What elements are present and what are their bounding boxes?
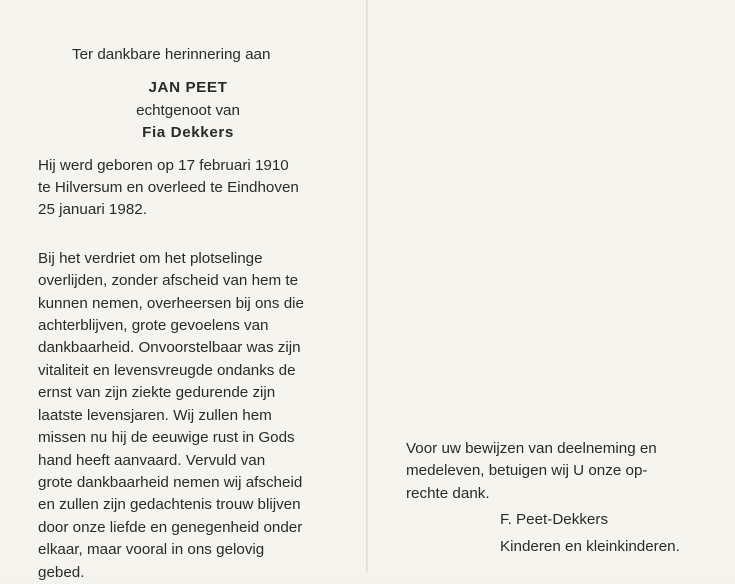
text-line: Voor uw bewijzen van deelneming en	[406, 440, 657, 457]
text-line: vitaliteit en levensvreugde ondanks de	[38, 361, 296, 379]
text-line: rechte dank.	[406, 484, 490, 502]
text-line: kunnen nemen, overheersen bij ons die	[38, 294, 304, 312]
text-line: en zullen zijn gedachtenis trouw blijven	[38, 496, 301, 514]
spouse-label: echtgenoot van	[136, 101, 240, 119]
right-panel	[406, 428, 696, 558]
text-line: 25 januari 1982.	[38, 201, 147, 219]
text-line: hand heeft aanvaard. Vervuld van	[38, 451, 266, 469]
text-line: grote dankbaarheid nemen wij afscheid	[38, 473, 303, 491]
text-line: door onze liefde en genegenheid onder	[38, 518, 303, 536]
text-line: missen nu hij de eeuwige rust in Gods	[38, 429, 295, 447]
intro-line: Ter dankbare herinnering aan	[72, 46, 271, 63]
text-line: dankbaarheid. Onvoorstelbaar was zijn	[38, 339, 301, 357]
text-line: medeleven, betuigen wij U onze op-	[406, 462, 648, 480]
family-line: Kinderen en kleinkinderen.	[500, 537, 680, 555]
signature: F. Peet-Dekkers	[500, 511, 609, 529]
text-line: achterblijven, grote gevoelens van	[38, 317, 269, 335]
tribute-paragraph	[38, 248, 338, 584]
birth-death-paragraph	[38, 155, 338, 222]
text-line: overlijden, zonder afscheid van hem te	[38, 272, 299, 290]
deceased-name: JAN PEET	[148, 79, 228, 97]
thanks-paragraph	[406, 438, 696, 505]
text-line: Hij werd geboren op 17 februari 1910	[38, 156, 289, 174]
left-panel	[38, 44, 338, 584]
text-line: te Hilversum en overleed te Eindhoven	[38, 179, 299, 197]
card-fold	[366, 0, 368, 572]
text-line: ernst van zijn ziekte gedurende zijn	[38, 384, 276, 402]
text-line: Bij het verdriet om het plotselinge	[38, 249, 263, 267]
text-line: gebed.	[38, 563, 85, 581]
spouse-name: Fia Dekkers	[142, 124, 234, 142]
text-line: elkaar, maar vooral in ons gelovig	[38, 541, 265, 559]
text-line: laatste levensjaren. Wij zullen hem	[38, 406, 272, 424]
